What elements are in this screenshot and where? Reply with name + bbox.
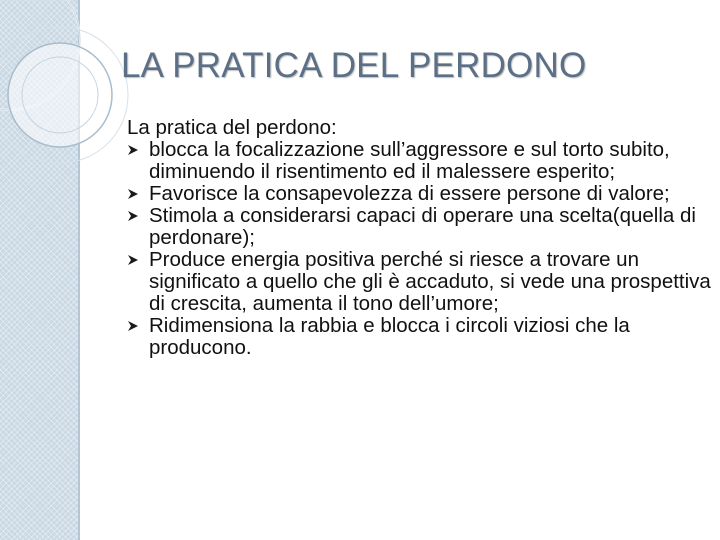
arrow-bullet-icon	[127, 254, 139, 266]
arrow-bullet-icon	[127, 188, 139, 200]
arrow-bullet-icon	[127, 144, 139, 156]
slide-body	[127, 117, 712, 359]
slide-title: LA PRATICA DEL PERDONO	[121, 46, 587, 85]
bullet-text: Ridimensiona la rabbia e blocca i circoli viziosi che la producono.	[149, 314, 630, 359]
arrow-bullet-icon	[127, 320, 139, 332]
bullet-text: blocca la focalizzazione sull’aggressore e sul torto subito, diminuendo il risentimento ed il malessere esperito;	[149, 138, 670, 183]
bullet-item	[127, 139, 712, 183]
bullet-item	[127, 315, 712, 359]
bullet-item	[127, 249, 712, 315]
bullet-text: Stimola a considerarsi capaci di operare una scelta(quella di perdonare);	[149, 204, 696, 249]
intro-text: La pratica del perdono:	[127, 116, 337, 139]
bullet-text: Favorisce la consapevolezza di essere persone di valore;	[149, 182, 670, 205]
bullet-text: Produce energia positiva perché si riesce a trovare un significato a quello che gli è accaduto, si vede una prospettiva di crescita, aumenta il tono dell’umore;	[149, 248, 711, 315]
arrow-bullet-icon	[127, 210, 139, 222]
bullet-list	[127, 139, 712, 359]
bullet-item	[127, 205, 712, 249]
bullet-item	[127, 183, 712, 205]
